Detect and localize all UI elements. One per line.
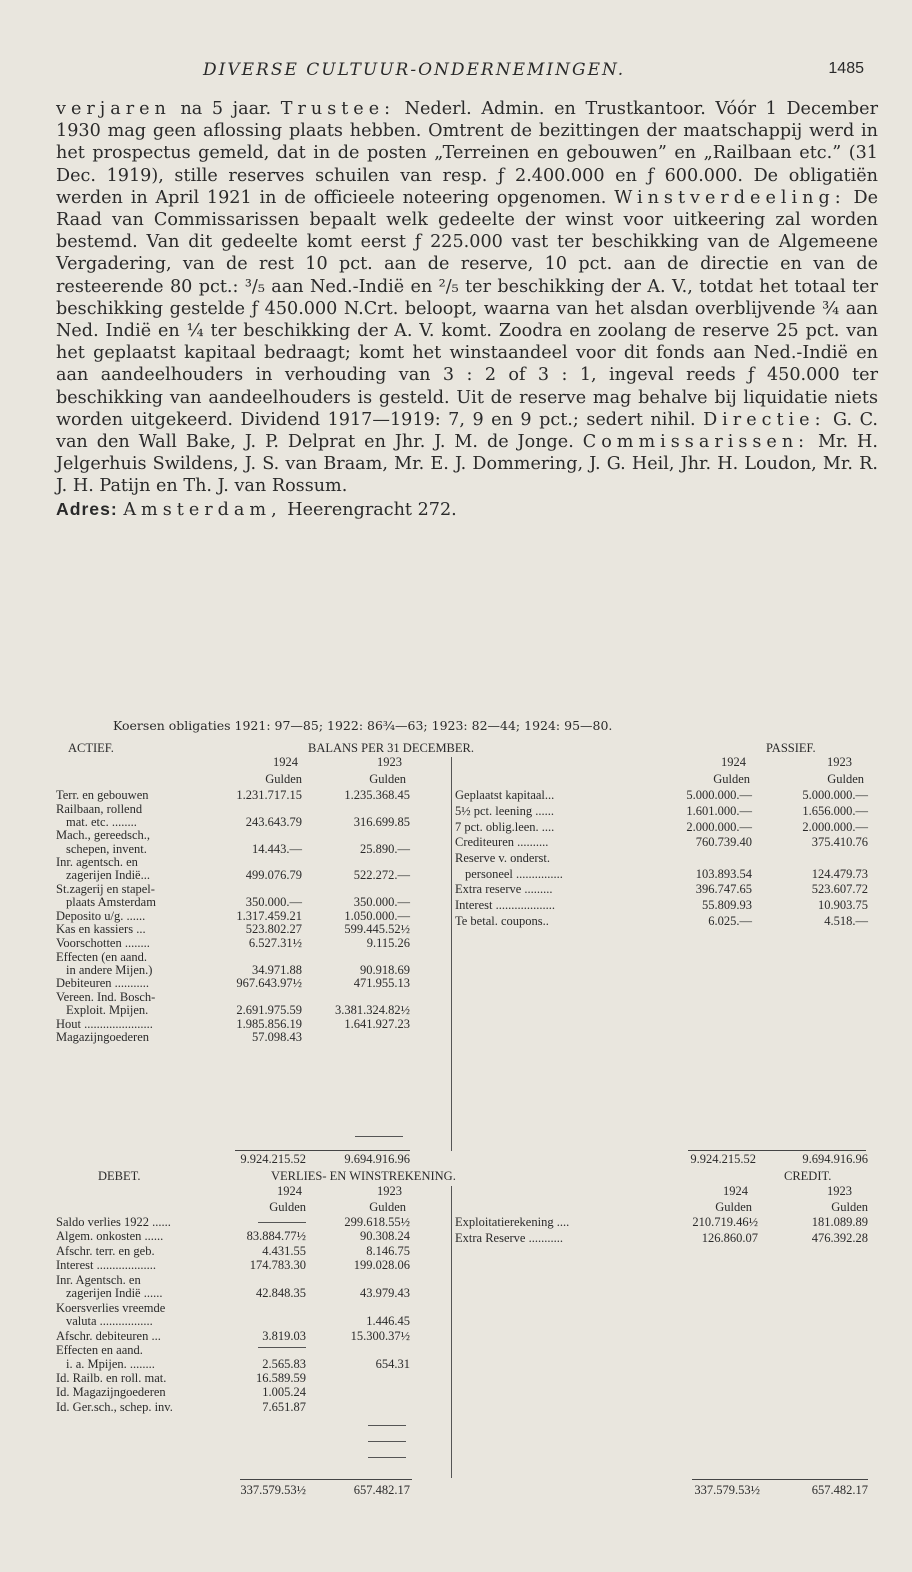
row-label: St.zagerij en stapel- — [56, 882, 155, 896]
amount-1924: 1.985.856.19 — [236, 1016, 302, 1031]
debet-label: DEBET. — [98, 1169, 141, 1183]
amount-1924: 55.809.93 — [702, 898, 752, 913]
amount-1923: 476.392.28 — [811, 1231, 868, 1245]
amount-1923: 4.518.— — [824, 914, 868, 928]
unit-header: Gulden — [831, 1200, 868, 1214]
empty-dash — [258, 1347, 306, 1348]
amount-1924: 760.739.40 — [695, 835, 752, 850]
amount-1924: 4.431.55 — [262, 1243, 306, 1258]
company-paragraph — [56, 98, 878, 498]
text-run: na 5 jaar. — [170, 99, 281, 119]
row-label: Afschr. debiteuren ... — [56, 1328, 161, 1343]
amount-1923: 124.479.73 — [811, 866, 868, 881]
year-header: 1923 — [377, 1184, 402, 1198]
amount-1923: 522.272.— — [353, 868, 410, 883]
year-header: 1923 — [827, 1184, 852, 1198]
amount-1924: 34.971.88 — [252, 962, 302, 977]
empty-dash — [368, 1457, 406, 1458]
unit-header: Gulden — [269, 1200, 306, 1214]
row-label: Algem. onkosten ...... — [56, 1229, 164, 1244]
amount-1924: 523.802.27 — [245, 922, 302, 937]
row-label: Railbaan, rollend — [56, 801, 143, 816]
row-label: Reserve v. onderst. — [455, 851, 550, 866]
total-debet-1923: 657.482.17 — [353, 1483, 410, 1497]
row-label: Geplaatst kapitaal... — [455, 788, 555, 802]
row-label: Exploit. Mpijen. — [66, 1003, 149, 1018]
unit-header: Gulden — [827, 772, 864, 786]
amount-1923: 523.607.72 — [811, 882, 868, 897]
row-label: schepen, invent. — [66, 841, 147, 856]
amount-1923: 5.000.000.— — [802, 788, 868, 802]
amount-1924: 6.025.— — [708, 914, 752, 928]
amount-1924: 2.000.000.— — [686, 819, 752, 834]
empty-dash — [368, 1425, 406, 1426]
total-rule — [240, 1479, 412, 1480]
row-label: Voorschotten ........ — [56, 936, 150, 950]
spaced-term: Winstverdeeling: — [614, 187, 846, 208]
amount-1923: 1.235.368.45 — [344, 788, 410, 802]
amount-1924: 83.884.77½ — [246, 1229, 306, 1244]
row-label: Kas en kassiers ... — [56, 922, 146, 937]
row-label: 5½ pct. leening ...... — [455, 803, 554, 818]
amount-1924: 210.719.46½ — [692, 1215, 758, 1229]
amount-1923: 8.146.75 — [366, 1243, 410, 1258]
total-rule — [692, 1479, 868, 1480]
amount-1924: 3.819.03 — [262, 1328, 306, 1343]
row-label: zagerijen Indië ...... — [66, 1286, 163, 1301]
row-label: 7 pct. oblig.leen. .... — [455, 819, 555, 834]
amount-1923: 9.115.26 — [366, 936, 410, 950]
row-label: zagerijen Indië... — [66, 868, 150, 883]
address-label: Adres: — [56, 498, 118, 519]
row-label: Effecten en aand. — [56, 1343, 143, 1357]
amount-1923: 2.000.000.— — [802, 819, 868, 834]
amount-1923: 3.381.324.82½ — [335, 1003, 410, 1018]
text-run: Nederl. Admin. en Trustkantoor. Vóór 1 December 1930 mag geen aflossing plaats hebben. Omtrent de bezittingen der maatschappij werd in het prospectus gemeld, dat in de posten „Terreinen en gebouwen” en „Railbaan etc.” (31 Dec. 1919), stille reserves schuilen van resp. ƒ 2.400.000 en ƒ 600.000. De obligatiën werden in April 1921 in de officieele noteering opgenomen. — [56, 99, 879, 208]
amount-1924: 499.076.79 — [245, 868, 302, 883]
amount-1924: 243.643.79 — [245, 814, 302, 829]
row-label: Terr. en gebouwen — [56, 788, 149, 802]
total-passief-1924: 9.924.215.52 — [690, 1152, 756, 1166]
amount-1923: 25.890.— — [360, 841, 410, 856]
amount-1924: 5.000.000.— — [686, 788, 752, 802]
spaced-term: Trustee: — [280, 99, 396, 119]
row-label: in andere Mijen.) — [66, 962, 153, 977]
text-run: Mr. H. Jelgerhuis Swildens, J. S. van Braam, Mr. E. J. Dommering, J. G. Heil, Jhr. H. Loudon, Mr. R. J. H. Patijn en Th. J. van Rossum. — [56, 432, 878, 497]
amount-1924: 350.000.— — [245, 895, 302, 910]
amount-1924: 2.565.83 — [262, 1356, 306, 1371]
amount-1923: 1.656.000.— — [802, 803, 868, 818]
total-actief-1923: 9.694.916.96 — [344, 1152, 410, 1166]
amount-1924: 6.527.31½ — [248, 936, 302, 950]
total-debet-1924: 337.579.53½ — [240, 1483, 306, 1497]
row-label: Deposito u/g. ...... — [56, 908, 146, 923]
amount-1924: 1.317.459.21 — [236, 908, 302, 923]
unit-header: Gulden — [369, 1200, 406, 1214]
row-label: Extra reserve ......... — [455, 882, 553, 897]
row-label: Inr. agentsch. en — [56, 855, 138, 870]
row-label: Interest ................... — [56, 1258, 156, 1273]
spaced-term: Directie: — [703, 409, 826, 430]
row-label: personeel ............... — [465, 866, 563, 881]
row-label: Te betal. coupons.. — [455, 914, 549, 928]
amount-1924: 14.443.— — [252, 841, 302, 856]
total-rule — [688, 1150, 866, 1151]
unit-header: Gulden — [715, 1200, 752, 1214]
row-label: Saldo verlies 1922 ...... — [56, 1215, 171, 1229]
row-label: Id. Ger.sch., schep. inv. — [56, 1399, 173, 1414]
row-label: Extra Reserve ........... — [455, 1231, 563, 1245]
page-header — [0, 60, 912, 88]
row-label: Vereen. Ind. Bosch- — [56, 990, 156, 1004]
row-label: mat. etc. ........ — [66, 814, 137, 829]
amount-1923: 90.918.69 — [360, 962, 410, 977]
running-title: DIVERSE CULTUUR-ONDERNEMINGEN. — [203, 60, 626, 80]
amount-1924: 1.601.000.— — [686, 803, 752, 818]
amount-1924: 174.783.30 — [249, 1258, 306, 1273]
passief-label: PASSIEF. — [766, 741, 816, 755]
empty-dash — [368, 1441, 406, 1442]
row-label: valuta ................. — [66, 1314, 153, 1329]
column-divider — [451, 757, 452, 1151]
page-number: 1485 — [828, 60, 864, 77]
amount-1923: 599.445.52½ — [344, 922, 410, 937]
total-rule — [235, 1150, 410, 1151]
body-text — [56, 98, 878, 521]
row-label: Id. Magazijngoederen — [56, 1385, 166, 1400]
actief-label: ACTIEF. — [68, 741, 114, 755]
amount-1923: 654.31 — [375, 1356, 410, 1371]
year-header: 1924 — [277, 1184, 302, 1198]
year-header: 1923 — [827, 755, 852, 769]
unit-header: Gulden — [369, 772, 406, 786]
amount-1924: 16.589.59 — [256, 1371, 306, 1385]
unit-header: Gulden — [713, 772, 750, 786]
amount-1924: 126.860.07 — [701, 1231, 758, 1245]
row-label: plaats Amsterdam — [66, 895, 156, 910]
amount-1923: 316.699.85 — [353, 814, 410, 829]
amount-1923: 90.308.24 — [360, 1229, 410, 1244]
row-label: Interest ................... — [455, 898, 555, 913]
year-header: 1924 — [273, 755, 298, 769]
amount-1924: 1.005.24 — [262, 1385, 306, 1400]
amount-1923: 1.446.45 — [366, 1314, 410, 1329]
row-label: Effecten (en aand. — [56, 949, 148, 964]
amount-1924: 1.231.717.15 — [236, 788, 302, 802]
text-run: De Raad van Commissarissen bepaalt welk gedeelte der winst voor uitkeering zal worden bestemd. Van dit gedeelte komt eerst ƒ 225.000 vast ter beschikking van de Algemeene Vergadering, van de rest 10 pct. aan de reserve, 10 pct. aan de directie en van de resteerende 80 pct.: ³/₅ aan Ned.-Indië en ²/₅ ter beschikking der A. V., totdat het totaal ter beschikking gestelde ƒ 450.000 N.Crt. beloopt, waarna van het alsdan overblijvende ¾ aan Ned. Indië en ¼ ter beschikking der A. V. komt. Zoodra en zoolang de reserve 25 pct. van het geplaatst kapitaal bedraagt; komt het winstaandeel voor dit fonds aan Ned.-Indië en aan aandeelhouders in verhouding van 3 : 2 of 3 : 1, ingeval reeds ƒ 450.000 ter beschikking van aandeelhouders is gesteld. Uit de reserve mag behalve bij liquidatie niets worden uitgekeerd. Dividend 1917—1919: 7, 9 en 9 pct.; sedert nihil. — [56, 187, 878, 430]
row-label: Hout ...................... — [56, 1016, 153, 1031]
row-label: Inr. Agentsch. en — [56, 1272, 141, 1287]
amount-1923: 199.028.06 — [353, 1258, 410, 1273]
row-label: Exploitatierekening .... — [455, 1215, 570, 1229]
amount-1924: 7.651.87 — [262, 1399, 306, 1414]
amount-1924: 103.893.54 — [695, 866, 752, 881]
total-passief-1923: 9.694.916.96 — [802, 1152, 868, 1166]
amount-1924: 57.098.43 — [252, 1030, 302, 1045]
address-city: Amsterdam, — [123, 499, 282, 520]
profit-loss-title: VERLIES- EN WINSTREKENING. — [271, 1169, 456, 1183]
empty-dash — [258, 1222, 306, 1223]
amount-1924: 967.643.97½ — [236, 976, 302, 991]
year-header: 1924 — [723, 1184, 748, 1198]
row-label: i. a. Mpijen. ........ — [66, 1356, 155, 1371]
balance-title: BALANS PER 31 DECEMBER. — [308, 741, 474, 755]
row-label: Id. Railb. en roll. mat. — [56, 1371, 167, 1385]
address-street: Heerengracht 272. — [281, 499, 457, 520]
amount-1923: 43.979.43 — [360, 1286, 410, 1301]
spaced-term: Commissarissen: — [582, 432, 810, 453]
bond-prices: Koersen obligaties 1921: 97—85; 1922: 86¾—63; 1923: 82—44; 1924: 95—80. — [113, 718, 613, 733]
empty-dash — [355, 1136, 403, 1137]
amount-1923: 1.050.000.— — [344, 908, 410, 923]
row-label: Crediteuren .......... — [455, 835, 549, 850]
row-label: Mach., gereedsch., — [56, 828, 151, 843]
amount-1923: 181.089.89 — [811, 1215, 868, 1229]
row-label: Koersverlies vreemde — [56, 1300, 166, 1315]
row-label: Magazijngoederen — [56, 1030, 150, 1045]
unit-header: Gulden — [265, 772, 302, 786]
row-label: Afschr. terr. en geb. — [56, 1243, 155, 1258]
credit-label: CREDIT. — [784, 1169, 832, 1183]
amount-1924: 2.691.975.59 — [236, 1003, 302, 1018]
amount-1923: 375.410.76 — [811, 835, 868, 850]
amount-1924: 396.747.65 — [695, 882, 752, 897]
amount-1923: 350.000.— — [353, 895, 410, 910]
year-header: 1924 — [721, 755, 746, 769]
total-credit-1923: 657.482.17 — [811, 1483, 868, 1497]
text-run: G. C. van den Wall Bake, J. P. Delprat en Jhr. J. M. de Jonge. — [56, 409, 878, 453]
year-header: 1923 — [377, 755, 402, 769]
amount-1923: 15.300.37½ — [350, 1328, 410, 1343]
total-actief-1924: 9.924.215.52 — [240, 1152, 306, 1166]
row-label: Debiteuren ........... — [56, 976, 150, 991]
amount-1923: 1.641.927.23 — [344, 1016, 410, 1031]
column-divider — [451, 1186, 452, 1478]
amount-1923: 299.618.55½ — [344, 1215, 410, 1229]
total-credit-1924: 337.579.53½ — [694, 1483, 760, 1497]
amount-1923: 10.903.75 — [818, 898, 868, 913]
amount-1924: 42.848.35 — [256, 1286, 306, 1301]
amount-1923: 471.955.13 — [353, 976, 410, 991]
spaced-term: verjaren — [56, 99, 171, 119]
address-line — [56, 498, 878, 521]
